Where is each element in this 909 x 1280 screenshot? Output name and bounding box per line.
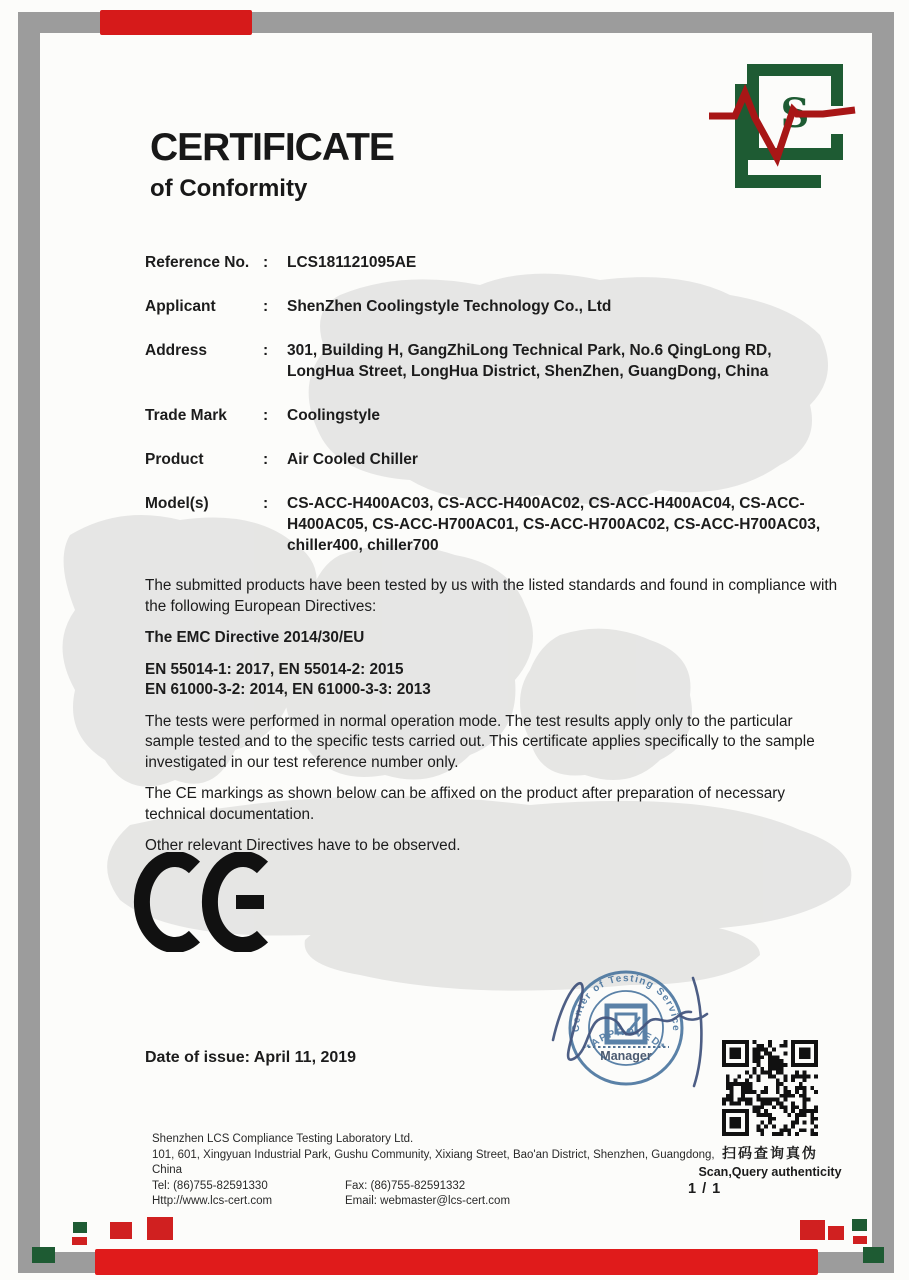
- field-colon: :: [263, 342, 269, 359]
- field-value: 301, Building H, GangZhiLong Technical Park, No.6 QingLong RD, LongHua Street, LongHua District, ShenZhen, GuangDong, China: [287, 342, 772, 380]
- stamp-role-label: Manager: [600, 1049, 652, 1063]
- emc-directive-line: The EMC Directive 2014/30/EU: [145, 629, 365, 646]
- field-value: LCS181121095AE: [287, 254, 417, 271]
- deco-green-square: [73, 1222, 87, 1233]
- deco-red-square: [72, 1237, 87, 1245]
- deco-red-square: [800, 1220, 825, 1240]
- deco-red-square: [853, 1236, 867, 1244]
- qr-code: [722, 1040, 818, 1141]
- field-label: Address: [145, 342, 208, 359]
- footer: [152, 1132, 732, 1210]
- footer-company: Shenzhen LCS Compliance Testing Laboratory Ltd.: [152, 1133, 414, 1145]
- certificate-body: [145, 576, 845, 868]
- page-number: 1 / 1: [688, 1181, 722, 1197]
- certificate-subtitle: of Conformity: [150, 174, 308, 202]
- field-colon: :: [263, 254, 269, 271]
- date-of-issue: Date of issue: April 11, 2019: [145, 1049, 357, 1066]
- field-colon: :: [263, 495, 269, 512]
- field-value: Air Cooled Chiller: [287, 451, 418, 468]
- field-value: ShenZhen Coolingstyle Technology Co., Ltd: [287, 298, 612, 315]
- deco-green-square: [863, 1247, 884, 1263]
- stamp-arc-bottom-text: *APPROVED*: [584, 1026, 668, 1054]
- field-label: Model(s): [145, 495, 209, 512]
- field-row-models: [145, 493, 845, 556]
- footer-email: Email: webmaster@lcs-cert.com: [345, 1195, 511, 1207]
- field-label: Product: [145, 451, 204, 468]
- approval-stamp: [519, 948, 739, 1113]
- deco-green-square: [852, 1219, 867, 1231]
- field-colon: :: [263, 451, 269, 468]
- qr-caption-en: Scan,Query authenticity: [698, 1165, 842, 1179]
- field-row-product: [145, 449, 845, 470]
- deco-red-square: [147, 1217, 173, 1240]
- border-red-accent-bottom: [95, 1249, 818, 1275]
- footer-fax: Fax: (86)755-82591332: [345, 1179, 466, 1192]
- field-row-reference-no: [145, 252, 845, 273]
- footer-web: Http://www.lcs-cert.com: [152, 1195, 273, 1207]
- other-directives-paragraph: Other relevant Directives have to be observed.: [145, 837, 461, 854]
- field-label: Reference No.: [145, 254, 250, 271]
- deco-red-square: [110, 1222, 132, 1239]
- ce-markings-paragraph: The CE markings as shown below can be affixed on the product after preparation of necessary technical documentation.: [145, 785, 785, 823]
- field-label: Applicant: [145, 298, 216, 315]
- field-value: Coolingstyle: [287, 407, 381, 424]
- deco-red-square: [828, 1226, 844, 1240]
- footer-tel: Tel: (86)755-82591330: [152, 1179, 268, 1192]
- border-red-accent-top: [100, 10, 252, 35]
- lcs-logo: [705, 58, 860, 200]
- field-row-trade-mark: [145, 405, 845, 426]
- ce-mark: [132, 852, 280, 952]
- certificate-title: CERTIFICATE: [150, 126, 394, 169]
- intro-paragraph: The submitted products have been tested by us with the listed standards and found in compliance with the following European Directives:: [145, 577, 838, 615]
- border-right: [872, 12, 894, 1273]
- standards-line-1: EN 55014-1: 2017, EN 55014-2: 2015: [145, 660, 404, 678]
- deco-green-square: [32, 1247, 55, 1263]
- standards-line-2: EN 61000-3-2: 2014, EN 61000-3-3: 2013: [145, 681, 431, 698]
- logo-letter: S: [780, 90, 810, 137]
- field-row-address: [145, 340, 845, 382]
- tests-paragraph: The tests were performed in normal operation mode. The test results apply only to the particular sample tested and to the specific tests carried out. This certificate applies specifically to the sample investigated in our test reference number only.: [145, 712, 815, 771]
- qr-caption-zh: 扫码查询真伪: [722, 1145, 818, 1161]
- field-value: CS-ACC-H400AC03, CS-ACC-H400AC02, CS-ACC-H400AC04, CS-ACC-H400AC05, CS-ACC-H700AC01, CS-ACC-H700AC02, CS-ACC-H700AC03, chiller400, chiller700: [287, 495, 821, 554]
- field-label: Trade Mark: [145, 407, 227, 424]
- border-left: [18, 12, 40, 1273]
- field-colon: :: [263, 407, 269, 424]
- footer-address: 101, 601, Xingyuan Industrial Park, Gushu Community, Xixiang Street, Bao'an District, Shenzhen, Guangdong, China: [152, 1148, 715, 1176]
- field-row-applicant: [145, 296, 845, 317]
- field-colon: :: [263, 298, 269, 315]
- certificate-fields: [145, 252, 845, 579]
- svg-text:Center of Testing Service: [571, 973, 681, 1032]
- stamp-arc-top-text: Center of Testing Service: [570, 973, 682, 1033]
